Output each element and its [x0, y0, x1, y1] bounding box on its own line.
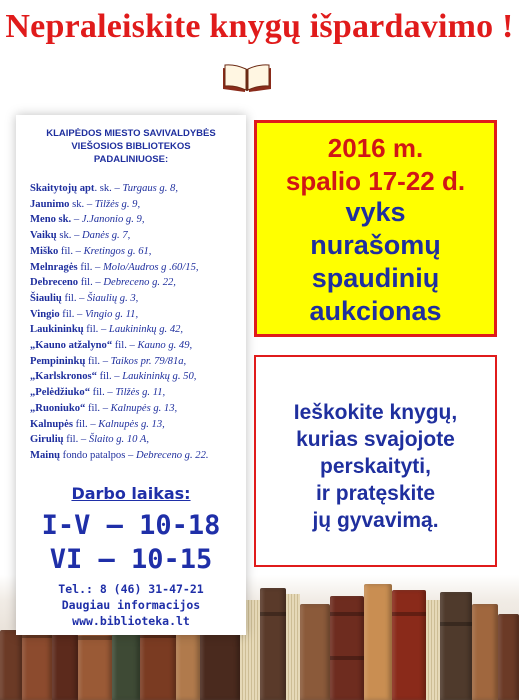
auction-dates: spalio 17-22 d.	[285, 166, 466, 196]
branch-item: „Pelėdžiuko“ fil. – Tilžės g. 11,	[30, 387, 166, 399]
branch-item: „Kauno atžalyno“ fil. – Kauno g. 49,	[30, 340, 193, 352]
weekday-hours: I-V – 10-18	[41, 510, 221, 541]
branch-item: Laukininkų fil. – Laukininkų g. 42,	[30, 324, 184, 336]
auction-line: aukcionas	[309, 296, 442, 326]
phone-number: Tel.: 8 (46) 31-47-21	[58, 582, 204, 596]
website-link[interactable]: www.biblioteka.lt	[72, 614, 190, 628]
auction-line: spaudinių	[311, 263, 440, 293]
hours-title: Darbo laikas:	[71, 484, 191, 503]
poster-title: Nepraleiskite knygų išpardavimo !	[5, 8, 514, 45]
branch-item: „Ruoniuko“ fil. – Kalnupės g. 13,	[30, 402, 178, 414]
branch-item: Šiaulių fil. – Šiaulių g. 3,	[30, 292, 139, 304]
branch-item: Vingio fil. – Vingio g. 11,	[30, 308, 139, 320]
auction-line: nurašomų	[310, 230, 441, 260]
heading-line: VIEŠOSIOS BIBLIOTEKOS	[71, 141, 191, 152]
message-line: perskaityti,	[320, 455, 431, 478]
heading-line: KLAIPĖDOS MIESTO SAVIVALDYBĖS	[46, 128, 216, 139]
branch-item: Melnragės fil. – Molo/Audros g .60/15,	[30, 261, 199, 273]
branch-item: Jaunimo sk. – Tilžės g. 9,	[30, 198, 141, 210]
branch-list	[30, 181, 256, 464]
branches-heading	[16, 127, 246, 166]
auction-announcement	[254, 120, 497, 337]
branch-item: Mainų fondo patalpos – Debreceno g. 22.	[30, 449, 209, 461]
opening-hours-section	[16, 476, 246, 635]
message-line: jų gyvavimą.	[312, 509, 439, 532]
open-book-icon	[221, 62, 273, 94]
message-line: Ieškokite knygų,	[293, 401, 458, 424]
branch-item: Kalnupės fil. – Kalnupės g. 13,	[30, 418, 165, 430]
branch-item: Girulių fil. – Šlaito g. 10 A,	[30, 434, 150, 446]
branch-item: „Karlskronos“ fil. – Laukininkų g. 50,	[30, 371, 197, 383]
branch-item: Pempininkų fil. – Taikos pr. 79/81a,	[30, 355, 187, 367]
message-line: kurias svajojote	[296, 428, 455, 451]
branch-item: Vaikų sk. – Danės g. 7,	[30, 230, 131, 242]
saturday-hours: VI – 10-15	[49, 544, 213, 575]
heading-line: PADALINIUOSE:	[93, 154, 169, 165]
auction-year: 2016 m.	[327, 133, 424, 163]
branch-item: Meno sk. – J.Janonio g. 9,	[30, 214, 145, 226]
branch-item: Miško fil. – Kretingos g. 61,	[30, 245, 152, 257]
branch-item: Skaitytojų apt. sk. – Turgaus g. 8,	[30, 183, 178, 194]
more-info-text: Daugiau informacijos	[61, 598, 201, 612]
branch-item: Debreceno fil. – Debreceno g. 22,	[30, 277, 176, 289]
auction-line: vyks	[345, 197, 406, 227]
invitation-message	[254, 355, 497, 567]
message-line: ir pratęskite	[315, 482, 436, 505]
